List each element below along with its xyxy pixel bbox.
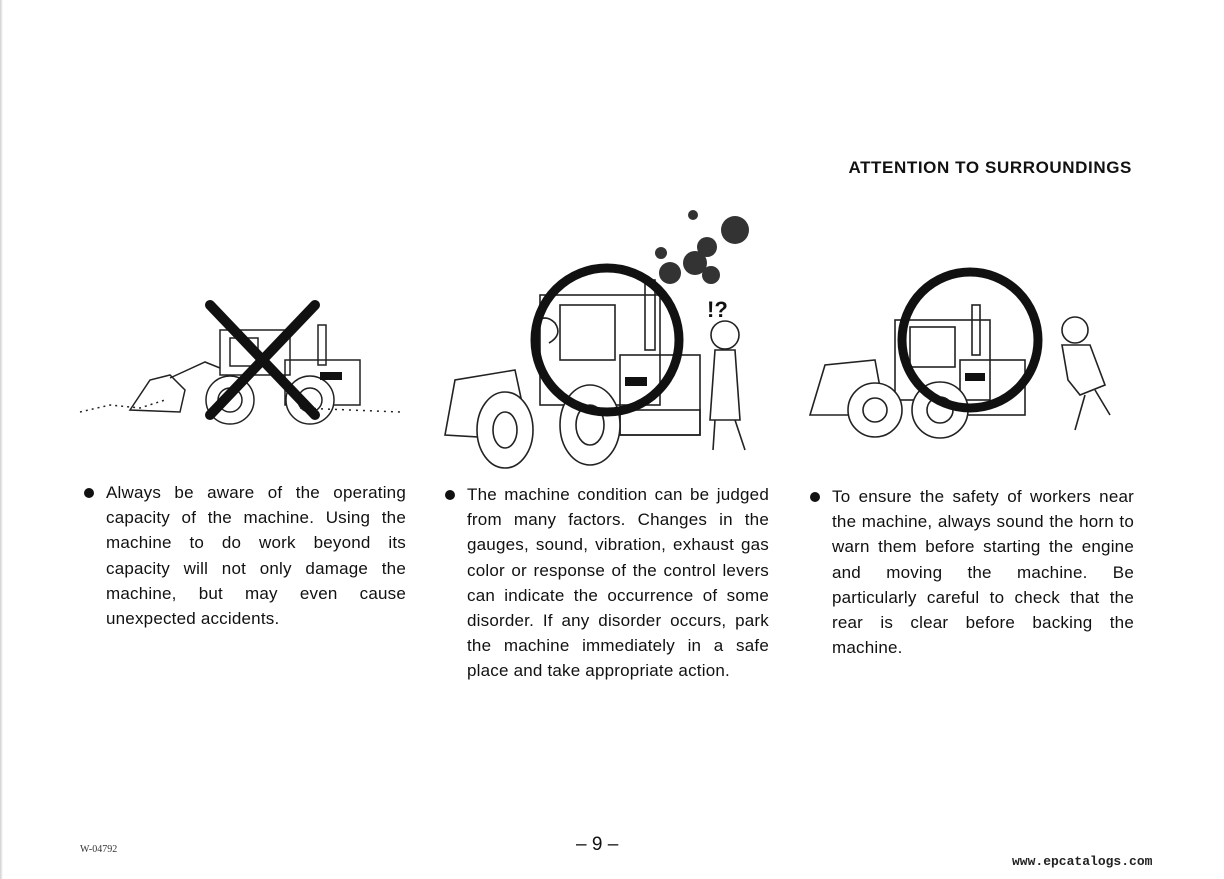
safety-note-condition	[467, 482, 769, 684]
note-text: To ensure the safety of workers near the machine, always sound the horn to warn them before starting the engine and moving the machine. Be particularly careful to check that the rear is clear before backing the machine.	[832, 487, 1134, 658]
note-text: Always be aware of the operating capacity of the machine. Using the machine to do work beyond its capacity will not only damage the machine, but may even cause unexpected accidents.	[106, 483, 406, 629]
watermark-url: www.epcatalogs.com	[1012, 854, 1153, 869]
highlight-circle	[535, 268, 679, 412]
illustration-machine-condition	[435, 205, 780, 470]
bullet-icon	[810, 492, 820, 502]
bullet-icon	[445, 490, 455, 500]
highlight-circle	[902, 272, 1038, 408]
exhaust-smoke	[655, 210, 749, 284]
page-number: – 9 –	[576, 834, 619, 855]
section-heading: ATTENTION TO SURROUNDINGS	[848, 158, 1132, 177]
note-text: The machine condition can be judged from many factors. Changes in the gauges, sound, vibration, exhaust gas color or response of the control levers can indicate the occurrence of some disorder. If any disorder occurs, park the machine immediately in a safe place and take appropriate action.	[467, 485, 769, 681]
svg-text:!?: !?	[707, 297, 728, 322]
loader-grille	[320, 372, 342, 380]
document-code: W-04792	[80, 844, 118, 855]
illustration-horn-warning	[800, 265, 1140, 450]
safety-note-horn	[832, 484, 1134, 660]
illustration-overload-crossed	[70, 290, 400, 430]
safety-note-capacity	[106, 480, 406, 631]
bullet-icon	[84, 488, 94, 498]
page-edge-shadow	[0, 0, 3, 879]
